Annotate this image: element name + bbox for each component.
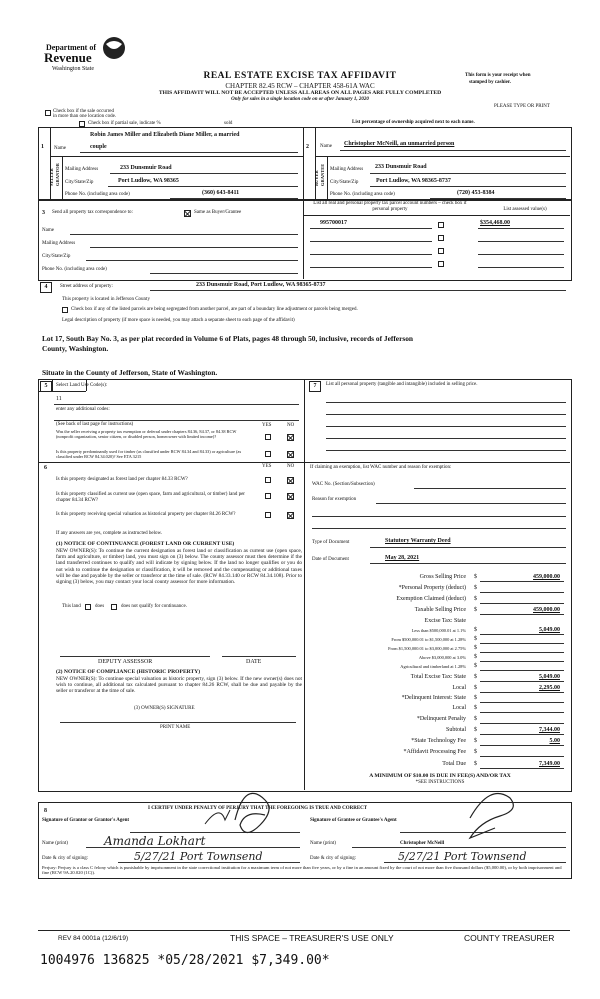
tax-row-label: Gross Selling Price (419, 574, 466, 580)
tax-row-dollar: $ (474, 749, 477, 755)
form-only-for: Only for sales in a single location code on or after January 1, 2020 (231, 97, 369, 102)
s8-grantee-name-label: Name (print) (310, 841, 336, 846)
s6-q1-no[interactable] (287, 477, 294, 484)
s7-no: 7 (309, 381, 321, 392)
seller-mailing[interactable]: 233 Dunsmuir Road (120, 165, 172, 171)
tax-row-dollar: $ (474, 685, 477, 691)
tax-row-line (480, 712, 564, 713)
tax-row-label: Taxable Selling Price (414, 607, 466, 613)
tax-row-line (480, 768, 564, 769)
tax-row-line (480, 745, 564, 746)
signature-scribbles (0, 790, 600, 880)
parcel-line-1 (310, 228, 432, 229)
tax-row-dollar: $ (474, 727, 477, 733)
buyer-phone-label: Phone No. (including area code) (330, 192, 395, 197)
tax-row-line (480, 692, 564, 693)
tax-row-dollar: $ (474, 596, 477, 602)
s8-grantee-name[interactable]: Christopher McNeill (400, 841, 445, 846)
parcel-pp-checkbox-2[interactable] (438, 235, 444, 241)
s5-q1-yes[interactable] (265, 434, 271, 440)
s3-divider (303, 199, 304, 279)
s7-wac-line[interactable] (414, 488, 566, 489)
s6-top-line (38, 462, 304, 463)
parcel-pp-checkbox-3[interactable] (438, 248, 444, 254)
s4-county: This property is located in Jefferson County (62, 297, 150, 302)
seller-section-no: 1 (41, 144, 44, 150)
s1-side-col (62, 156, 63, 199)
s5-label: Select Land Use Code(s): (56, 383, 108, 388)
tax-row-line (480, 634, 564, 635)
tax-row-dollar: $ (474, 761, 477, 767)
partial-sale-label: Check box if partial sale, indicate % (88, 121, 161, 126)
s3-phone-line[interactable] (150, 273, 298, 274)
tax-row-dollar: $ (474, 695, 477, 701)
tax-minimum-1: A MINIMUM OF $10.00 IS DUE IN FEE(S) AND/OR TAX (369, 773, 511, 779)
tax-row-label: Less than $500,000.01 at 1.1% (411, 628, 466, 633)
s6-date-line[interactable] (222, 656, 296, 657)
s5-no: 5 (40, 381, 52, 392)
s6-yes: YES (262, 464, 272, 469)
parcel-number[interactable]: 995700017 (320, 220, 347, 226)
grantor-signature-mark-2 (205, 810, 230, 824)
legal-line-2: County, Washington. (42, 344, 109, 353)
tax-row-value[interactable]: 2,295.00 (539, 685, 560, 691)
tax-row-label: Exemption Claimed (deduct) (396, 596, 466, 602)
buyer-name-underline (340, 150, 566, 151)
s3-name-label: Name (42, 228, 54, 233)
s6-notice1-body: NEW OWNER(S): To continue the current designation as forest land or classification as current use (open space, farm and agriculture, or timber) land, you must sign on (3) below. The county assessor must then determine if the land transferred continues to qualify and will indicate by signing below. If the land no longer qualifies or you do not wish to continue the designation or classification, it will be removed and the compensating or additional taxes will be due and payable by the seller or transferor at the time of sale. (RCW 84.33.140 or RCW 84.34.108). Prior to signing (3) below, you may contact your local county assessor for more information. (56, 548, 302, 586)
s7-type-doc-line (370, 547, 566, 548)
s6-q2: Is this property classified as current use (open space, farm and agricultural, or timber) land per chapter 84.34 RCW? (56, 492, 245, 503)
s8-grantor-sig: Signature of Grantor or Grantor's Agent (42, 818, 130, 823)
tax-row-line (480, 581, 564, 582)
value-line-3[interactable] (478, 254, 564, 255)
s8-grantee-sig: Signature of Grantee or Grantee's Agent (310, 818, 397, 823)
buyer-side-label: BUYER GRANTEE (314, 163, 325, 186)
s7-pp-line-2[interactable] (326, 414, 566, 415)
tax-row-label: *Personal Property (deduct) (398, 585, 466, 591)
parcel-line-4[interactable] (310, 267, 432, 268)
s7-type-doc[interactable]: Statutory Warranty Deed (385, 538, 451, 544)
seller-mailing-label: Mailing Address (65, 167, 99, 172)
tax-row-label: Subtotal (445, 727, 466, 733)
receipt-note-2: stamped by cashier. (469, 80, 511, 85)
s5-no-sep (52, 379, 53, 391)
s3-mailing-label: Mailing Address (42, 241, 76, 246)
seller-side-label: SELLER GRANTOR (49, 163, 60, 186)
receipt-note-1: This form is your receipt when (465, 73, 531, 78)
tax-row-dollar: $ (474, 607, 477, 613)
s5-q2-yes[interactable] (265, 451, 271, 457)
s5-enter-additional: enter any additional codes: (56, 407, 110, 412)
s5-q1-no[interactable] (287, 434, 294, 441)
s7-wac: WAC No. (Section/Subsection) (312, 482, 375, 487)
tax-row-line (480, 592, 564, 593)
svg-text:Revenue: Revenue (44, 50, 92, 65)
s3-phone-label: Phone No. (including area code) (42, 267, 107, 272)
tax-row-label: Local (452, 705, 466, 711)
s5-no-lbl: NO (287, 423, 295, 428)
buyer-mailing[interactable]: 233 Dunsmuir Road (375, 164, 427, 170)
buyer-name[interactable]: Christopher McNeill, an unmarried person (344, 141, 455, 147)
s8-grantor-name-label: Name (print) (42, 841, 68, 846)
seller-name-underline (80, 152, 298, 153)
tax-row-dollar: $ (474, 716, 477, 722)
s3-no: 3 (42, 210, 45, 216)
s3-same-label: Same as Buyer/Grantee (194, 210, 242, 215)
s6-q2-yes[interactable] (265, 493, 271, 499)
s6-deputy: DEPUTY ASSESSOR (98, 659, 153, 665)
form-title: REAL ESTATE EXCISE TAX AFFIDAVIT (203, 71, 397, 81)
grantee-signature-mark (470, 794, 513, 839)
s6-no: 6 (44, 465, 47, 471)
tax-row-line (480, 652, 564, 653)
tax-row-label: *Delinquent Interest: State (401, 695, 466, 701)
tax-row-dollar: $ (474, 585, 477, 591)
multi-location-checkbox[interactable] (45, 110, 51, 116)
s3-name-line[interactable] (70, 234, 298, 235)
s7-date-doc-label: Date of Document (312, 557, 349, 562)
tax-row-line (480, 681, 564, 682)
party-divider (303, 127, 304, 199)
assessed-header: List assessed value(s) (503, 207, 547, 212)
tax-minimum-2: *SEE INSTRUCTIONS (415, 780, 465, 785)
tax-row-dollar: $ (474, 663, 477, 669)
s7-label: List all personal property (tangible and intangible) included in selling price. (326, 382, 478, 387)
s7-exemption-label: If claiming an exemption, list WAC number and reason for exemption: (310, 465, 452, 470)
footer-line (38, 930, 570, 931)
s7-pp-line-1[interactable] (326, 402, 566, 403)
tax-row-label: *Affidavit Processing Fee (403, 749, 466, 755)
parcel-value[interactable]: $354,468.00 (480, 220, 510, 226)
s6-if-any: If any answers are yes, complete as instructed below. (56, 531, 163, 536)
s6-q3: Is this property receiving special valuation as historical property per chapter 84.26 RCW? (56, 512, 236, 517)
seller-name-label: Name (54, 146, 66, 151)
tax-row-value[interactable]: 5,049.00 (539, 674, 560, 680)
tax-row-line (480, 661, 564, 662)
s7-pp-line-5[interactable] (326, 450, 566, 451)
seller-name-line2[interactable]: couple (90, 144, 107, 150)
s5-q2: Is this property predominantly used for timber (as classified under RCW 84.34 and 84.33) or agriculture (as classified under RCW 84.34.020)? See ETA 3215 (56, 449, 242, 459)
sold-label: sold (224, 121, 233, 126)
buyer-mailing-underline (370, 173, 566, 174)
buyer-name-label: Name (320, 144, 332, 149)
s6-print-name: PRINT NAME (160, 725, 191, 730)
multi-location-label-1: Check box if the sale occurred (53, 109, 114, 114)
s7-date-doc[interactable]: May 28, 2021 (385, 555, 420, 561)
dor-logo-graphic (42, 34, 132, 74)
s5-code-line (54, 404, 299, 405)
s4-legal-label: Legal description of property (if more space is needed, you may attach a separate sheet to each page of the affidavit) (62, 318, 295, 323)
s6-print-name-line[interactable] (60, 722, 296, 723)
s8-grantor-date-label: Date & city of signing: (42, 856, 89, 861)
svg-text:Department of: Department of (46, 43, 96, 52)
tax-row-dollar: $ (474, 674, 477, 680)
s4-address-line (150, 290, 566, 291)
s7-reason-line[interactable] (376, 503, 566, 504)
s6-q1-yes[interactable] (265, 477, 271, 483)
tax-row-line (480, 603, 564, 604)
s5-additional-line[interactable] (54, 420, 299, 421)
buyer-mailing-label: Mailing Address (330, 167, 364, 172)
s7-date-doc-line (370, 563, 566, 564)
parcel-pp-checkbox-1[interactable] (438, 222, 444, 228)
tax-row-dollar: $ (474, 636, 477, 642)
s1-row-line (50, 156, 303, 157)
svg-text:Washington State: Washington State (52, 66, 95, 72)
s6-q3-yes[interactable] (265, 512, 271, 518)
s2-side-col (327, 156, 328, 199)
s3-city-line[interactable] (86, 260, 298, 261)
s6-date: DATE (246, 659, 262, 665)
s7-pp-line-3[interactable] (326, 426, 566, 427)
tax-row-label: From $1,500,000.01 to $3,000,000 at 2.75% (388, 646, 466, 651)
form-warning: THIS AFFIDAVIT WILL NOT BE ACCEPTED UNLESS ALL AREAS ON ALL PAGES ARE FULLY COMPLETED (158, 90, 442, 96)
s5-yes: YES (262, 423, 272, 428)
s5-q1: Was the seller receiving a property tax exemption or deferral under chapters 84.36, 84.37, or 84.38 RCW (nonprofit organization, senior citizen, or disabled person, homeowner with limited income)? (56, 429, 237, 439)
tax-row-value[interactable]: 7,349.00 (539, 761, 560, 767)
s8-grantee-date-label: Date & city of signing: (310, 856, 357, 861)
s7-pp-line-4[interactable] (326, 438, 566, 439)
tax-row-label: From $500,000.01 to $1,500,000 at 1.28% (391, 637, 466, 642)
s5-see-back: (See back of last page for instructions) (56, 422, 134, 427)
s6-deputy-line[interactable] (60, 656, 210, 657)
s8-perjury: Perjury: Perjury is a class C felony which is punishable by imprisonment in the state correctional institution for a maximum term of not more than five years, or by a fine in an amount fixed by the court of not more than five thousand dollars ($5,000.00), or by both imprisonment and fine (RCW 9A.20.020 (1C)). (42, 865, 562, 876)
s7-reason-line-3[interactable] (312, 528, 566, 529)
footer-rev: REV 84 0001a (12/6/19) (58, 935, 129, 942)
list-pct-label: List percentage of ownership acquired next to each name. (352, 120, 475, 125)
s5-no-bottom (38, 391, 86, 392)
tax-row-dollar: $ (474, 627, 477, 633)
s4-segregated: Check box if any of the listed parcels are being segregated from another parcel, are part of a boundary line adjustment or parcels being merged. (71, 307, 358, 312)
s6-does-not-checkbox[interactable] (111, 604, 117, 610)
s8-no: 8 (44, 808, 47, 814)
seller-city[interactable]: Port Ludlow, WA 98365 (118, 178, 179, 184)
seller-city-underline (108, 186, 298, 187)
s6-q2-no[interactable] (287, 493, 294, 500)
seller-mailing-underline (110, 173, 298, 174)
value-line-2[interactable] (478, 241, 564, 242)
s3-label: Send all property tax correspondence to: (52, 210, 133, 215)
parcel-pp-checkbox-4[interactable] (438, 261, 444, 267)
tax-row-value[interactable]: 7,344.00 (539, 727, 560, 733)
legal-line-1: Lot 17, South Bay No. 3, as per plat recorded in Volume 6 of Plats, pages 48 through 50, inclusive, records of Jefferson (42, 334, 414, 343)
tax-row-dollar: $ (474, 645, 477, 651)
s4-label: Street address of property: (60, 284, 113, 289)
s4-address[interactable]: 233 Dunsmuir Road, Port Ludlow, WA 98365-8737 (196, 282, 326, 288)
buyer-city-label: City/State/Zip (330, 180, 359, 185)
s7-reason: Reason for exemption (312, 497, 357, 502)
value-line-1 (478, 228, 564, 229)
tax-row-line (480, 734, 564, 735)
s6-no-lbl: NO (287, 464, 295, 469)
tax-row-line (480, 756, 564, 757)
parcels-header-line (303, 215, 570, 216)
parcel-line-2[interactable] (310, 241, 432, 242)
treasurer-stamp: 1004976 136825 *05/28/2021 $7,349.00* (40, 953, 330, 968)
s6-does-checkbox[interactable] (85, 604, 91, 610)
s7-reason-line-2[interactable] (312, 516, 566, 517)
parcels-header: List all real and personal property tax parcel account numbers – check box if personal property (313, 201, 467, 212)
tax-row-label: *State Technology Fee (411, 738, 466, 744)
buyer-phone[interactable]: (720) 453-8384 (457, 190, 495, 196)
s6-notice2-title: (2) NOTICE OF COMPLIANCE (HISTORIC PROPERTY) (56, 669, 201, 675)
tax-row-line (480, 723, 564, 724)
s5-code[interactable]: 11 (56, 396, 62, 402)
legal-line-3: Situate in the County of Jefferson, State of Washington. (42, 368, 218, 377)
s6-does: does (95, 604, 105, 609)
footer-treasurer-space: THIS SPACE – TREASURER'S USE ONLY (230, 933, 394, 943)
parcel-line-3[interactable] (310, 254, 432, 255)
please-type: PLEASE TYPE OR PRINT (494, 104, 550, 109)
tax-row-dollar: $ (474, 738, 477, 744)
dor-logo (42, 34, 132, 74)
s8-certify: I CERTIFY UNDER PENALTY OF PERJURY THAT THE FOREGOING IS TRUE AND CORRECT (148, 806, 368, 811)
tax-row-line (480, 643, 564, 644)
tax-row-value[interactable]: 5.00 (549, 738, 560, 744)
s6-notice2-body: NEW OWNER(S): To continue special valuation as historic property, sign (3) below. If the new owner(s) does not wish to continue, all additional tax calculated pursuant to chapter 84.26 RCW, shall be due and payable by the seller or transferor at the time of sale. (56, 676, 302, 695)
s5-q2-no[interactable] (287, 451, 294, 458)
tax-row-label: Local (452, 685, 466, 691)
segregated-checkbox[interactable] (62, 307, 68, 313)
seller-name-line1[interactable]: Robin James Miller and Elizabeth Diane Miller, a married (90, 132, 240, 138)
s6-owner-sig: (3) OWNER(S) SIGNATURE (134, 706, 195, 711)
s6-q3-no[interactable] (287, 512, 294, 519)
tax-row-label: Excise Tax: State (424, 618, 466, 624)
s3-city-label: City/State/Zip (42, 254, 71, 259)
s3-mailing-line[interactable] (90, 247, 298, 248)
s8-grantor-date[interactable]: 5/27/21 Port Townsend (134, 850, 263, 863)
tax-row-line (480, 670, 564, 671)
tax-row-value[interactable]: 459,000.00 (533, 574, 560, 580)
tax-row-dollar: $ (474, 574, 477, 580)
s4-no: 4 (40, 282, 52, 293)
s6-this-land: This land (62, 604, 81, 609)
value-line-4[interactable] (478, 267, 564, 268)
grantor-signature-mark (235, 793, 269, 832)
tax-row-label: Agricultural and timberland at 1.28% (400, 664, 466, 669)
tax-row-value[interactable]: 459,000.00 (533, 607, 560, 613)
s3-same-checkbox[interactable] (184, 210, 191, 217)
seller-city-label: City/State/Zip (65, 180, 94, 185)
tax-row-label: Above $3,000,000 at 3.0% (418, 655, 466, 660)
seller-phone-label: Phone No. (including area code) (65, 192, 130, 197)
footer-county-treasurer: COUNTY TREASURER (464, 933, 555, 943)
tax-row-dollar: $ (474, 705, 477, 711)
buyer-city-underline (370, 186, 566, 187)
s6-does-not: does not qualify for continuance. (121, 604, 187, 609)
buyer-city[interactable]: Port Ludlow, WA 98365-8737 (376, 178, 451, 184)
tax-row-label: Total Due (442, 761, 466, 767)
multi-location-label-2: in more than one location code. (53, 114, 117, 119)
tax-row-label: *Delinquent Penalty (416, 716, 466, 722)
tax-row-dollar: $ (474, 654, 477, 660)
s7-type-doc-label: Type of Document (312, 540, 350, 545)
s7-mid-line (304, 462, 570, 463)
s8-grantee-date[interactable]: 5/27/21 Port Townsend (398, 850, 527, 863)
s6-q1: Is this property designated as forest land per chapter 84.33 RCW? (56, 477, 188, 482)
s8-grantor-name[interactable]: Amanda Lokhart (104, 834, 206, 848)
s6-notice1-title: (1) NOTICE OF CONTINUANCE (FOREST LAND OR CURRENT USE) (56, 541, 235, 547)
tax-row-line (480, 702, 564, 703)
tax-row-line (480, 614, 564, 615)
form-chapter: CHAPTER 82.45 RCW – CHAPTER 458-61A WAC (225, 82, 375, 90)
tax-row-value[interactable]: 5,049.00 (539, 627, 560, 633)
s2-row-line (315, 156, 570, 157)
tax-row-label: Total Excise Tax: State (410, 674, 466, 680)
seller-phone[interactable]: (360) 643-8411 (202, 190, 240, 196)
buyer-section-no: 2 (306, 144, 309, 150)
